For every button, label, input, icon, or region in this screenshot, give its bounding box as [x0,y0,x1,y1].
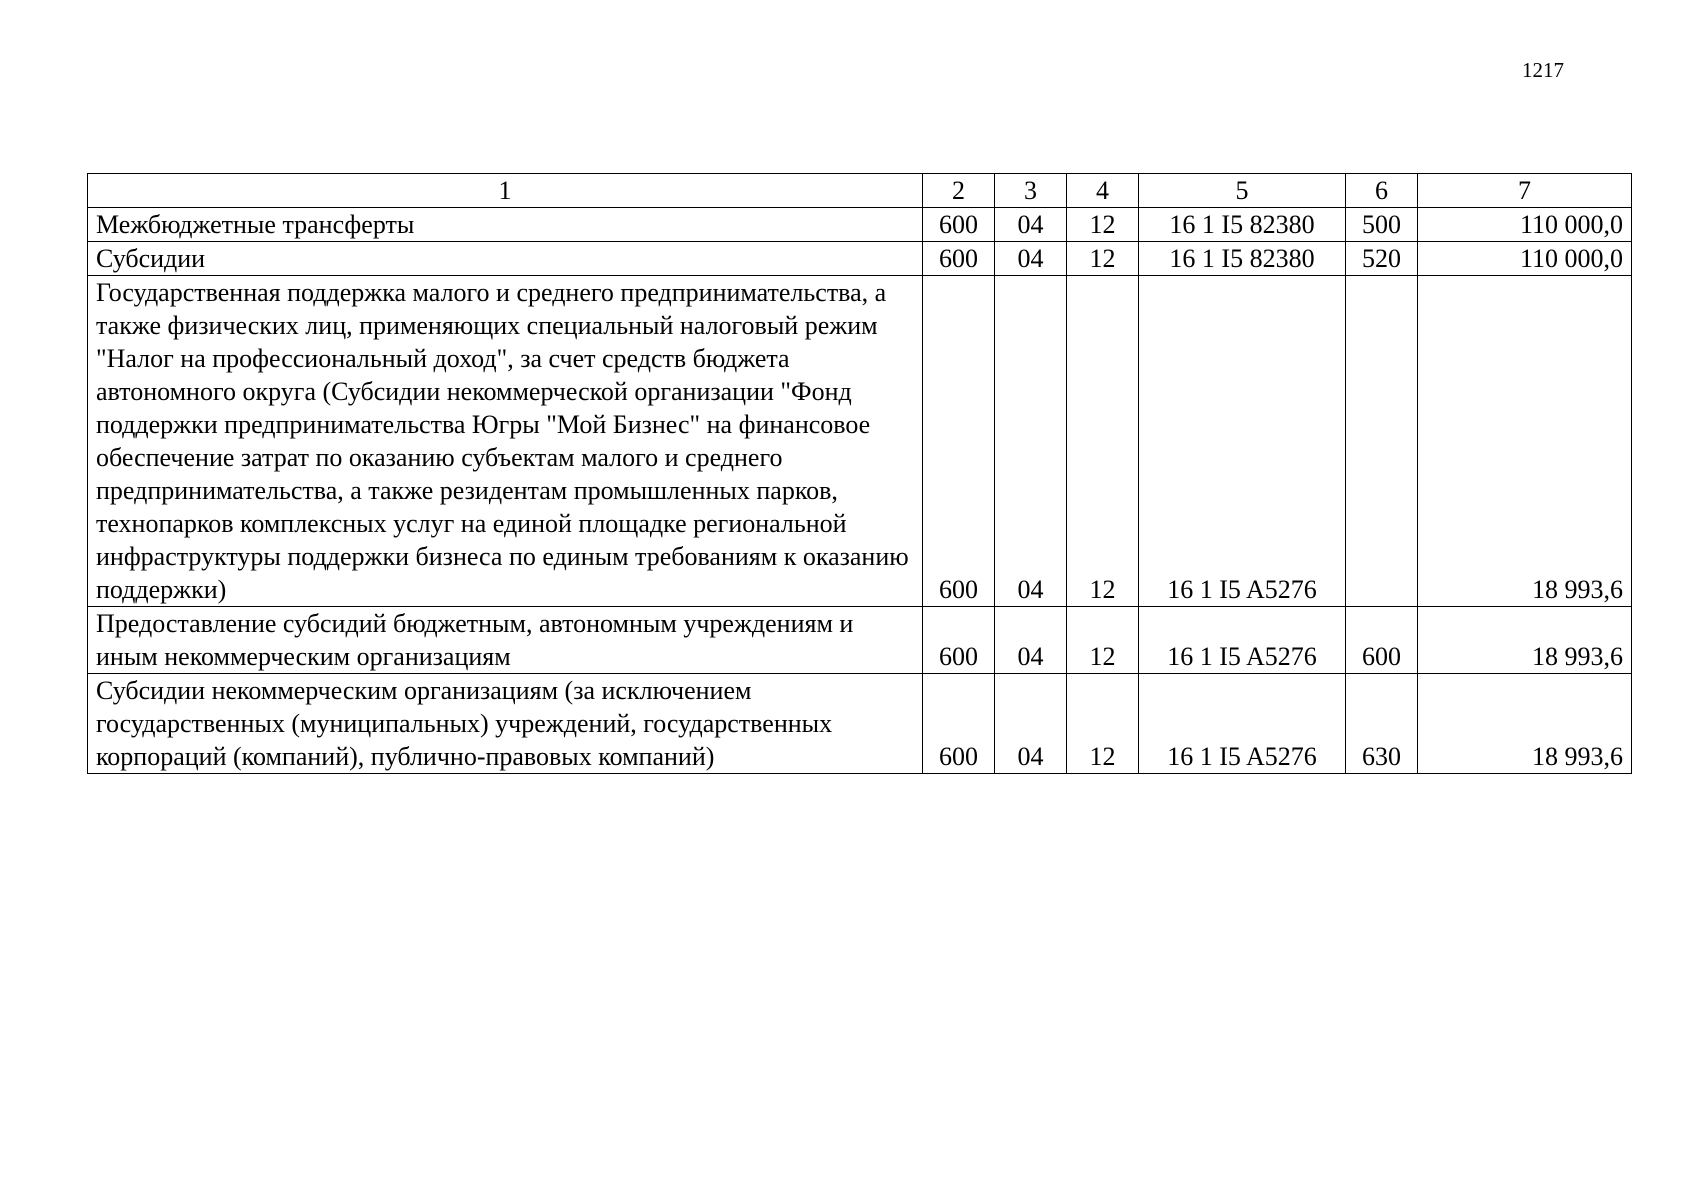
column-header: 4 [1067,174,1139,208]
cell-subsection: 12 [1067,242,1139,276]
cell-sum: 18 993,6 [1418,276,1632,607]
budget-table [87,173,1632,774]
cell-ministry-code: 600 [923,242,995,276]
table-row [88,242,1632,276]
cell-ministry-code: 600 [923,607,995,674]
cell-expense-type: 520 [1346,242,1418,276]
column-header: 1 [88,174,923,208]
cell-target-article: 16 1 I5 82380 [1139,242,1346,276]
cell-target-article: 16 1 I5 A5276 [1139,276,1346,607]
cell-ministry-code: 600 [923,276,995,607]
column-header: 2 [923,174,995,208]
cell-sum: 110 000,0 [1418,242,1632,276]
page-number: 1217 [1522,58,1564,82]
row-name: Государственная поддержка малого и среднего предпринимательства, а также физических лиц, применяющих специальный налоговый режим "Налог на профессиональный доход", за счет средств бюджета автономного округа (Субсидии некоммерческой организации "Фонд поддержки предпринимательства Югры "Мой Бизнес" на финансовое обеспечение затрат по оказанию субъектам малого и среднего предпринимательства, а также резидентам промышленных парков, технопарков комплексных услуг на единой площадке региональной инфраструктуры поддержки бизнеса по единым требованиям к оказанию поддержки) [88,276,923,607]
table-header-row [88,174,1632,208]
cell-subsection: 12 [1067,208,1139,242]
cell-section: 04 [995,607,1067,674]
cell-sum: 18 993,6 [1418,607,1632,674]
cell-target-article: 16 1 I5 A5276 [1139,674,1346,774]
cell-section: 04 [995,242,1067,276]
cell-expense-type: 600 [1346,607,1418,674]
column-header: 7 [1418,174,1632,208]
row-name: Межбюджетные трансферты [88,208,923,242]
table-row [88,276,1632,607]
cell-section: 04 [995,276,1067,607]
row-name: Субсидии некоммерческим организациям (за исключением государственных (муниципальных) учреждений, государственных корпораций (компаний), публично-правовых компаний) [88,674,923,774]
cell-expense-type [1346,276,1418,607]
cell-target-article: 16 1 I5 82380 [1139,208,1346,242]
cell-subsection: 12 [1067,607,1139,674]
row-name: Предоставление субсидий бюджетным, автономным учреждениям и иным некоммерческим организациям [88,607,923,674]
column-header: 6 [1346,174,1418,208]
row-name: Субсидии [88,242,923,276]
column-header: 3 [995,174,1067,208]
cell-section: 04 [995,208,1067,242]
cell-target-article: 16 1 I5 A5276 [1139,607,1346,674]
table-row [88,674,1632,774]
cell-expense-type: 630 [1346,674,1418,774]
cell-subsection: 12 [1067,674,1139,774]
cell-ministry-code: 600 [923,674,995,774]
cell-subsection: 12 [1067,276,1139,607]
cell-sum: 18 993,6 [1418,674,1632,774]
table-row [88,208,1632,242]
cell-sum: 110 000,0 [1418,208,1632,242]
column-header: 5 [1139,174,1346,208]
cell-section: 04 [995,674,1067,774]
cell-ministry-code: 600 [923,208,995,242]
table-row [88,607,1632,674]
cell-expense-type: 500 [1346,208,1418,242]
